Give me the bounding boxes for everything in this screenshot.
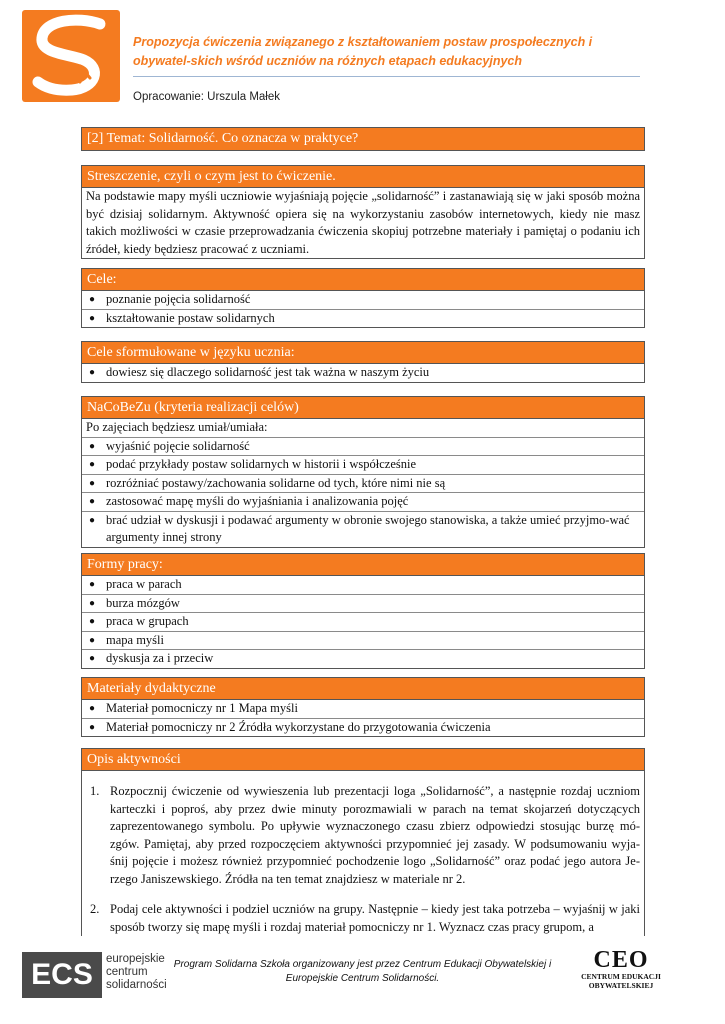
topic-title: [2] Temat: Solidarność. Co oznacza w praktyce? [82, 128, 644, 150]
forms-box [81, 553, 645, 669]
materials-box [81, 677, 645, 737]
materials-title: Materiały dydaktyczne [82, 678, 644, 700]
list-item: 2. Podaj cele aktywności i podziel uczniów na grupy. Następnie – kiedy jest taka potrzeba – wyjaśnij w jaki sposób tworzy się mapę myśli i rozdaj materiał pomocniczy nr 1. Wyznacz czas pracy grupom, a [90, 902, 640, 934]
goals-title: Cele: [82, 269, 644, 291]
list-item: ● kształtowanie postaw solidarnych [82, 309, 644, 328]
nacobezu-box [81, 396, 645, 548]
bullet-icon: ● [89, 459, 96, 470]
list-item: ● brać udział w dyskusji i podawać argumenty w obronie swojego stanowiska, a także umieć przyjmo-wać argumenty innej strony [82, 511, 644, 547]
student-goals-box [81, 341, 645, 383]
list-item: ● zastosować mapę myśli do wyjaśniania i analizowania pojęć [82, 492, 644, 511]
hands-s-logo-icon [22, 10, 120, 102]
list-item: 1. Rozpocznij ćwiczenie od wywieszenia lub prezentacji loga „Solidarność”, a następnie rozdaj uczniom karteczki i poproś, aby przez dwie minuty porozmawiali w parach na temat skojarzeń dotyczących zaprezentowanego symbolu. Po upływie wyznaczonego czasu zbierz odpowiedzi stosując burzę mó-zgów. Pamiętaj, aby przed rozpoczęciem aktywności przypomnieć jej zasady. W podsumowaniu wyja-śnij pojęcie i możesz również przypomnieć pochodzenie logo „Solidarność” oraz podać jego autora Je-rzego Janiszewskiego. Źródła na ten temat znajdziesz w materiale nr 2. [90, 784, 640, 886]
header-divider [133, 76, 640, 77]
bullet-icon: ● [89, 367, 96, 378]
list-item: ● Materiał pomocniczy nr 2 Źródła wykorzystane do przygotowania ćwiczenia [82, 718, 644, 737]
summary-title: Streszczenie, czyli o czym jest to ćwiczenie. [82, 166, 644, 188]
bullet-icon: ● [89, 440, 96, 452]
list-item: ● Materiał pomocniczy nr 1 Mapa myśli [82, 700, 644, 718]
bullet-icon: ● [89, 514, 96, 526]
list-item: ● burza mózgów [82, 594, 644, 613]
footer-note: Program Solidarna Szkoła organizowany jest przez Centrum Edukacji Obywatelskiej i Europejskie Centrum Solidarności. [173, 959, 552, 984]
activity-box [81, 748, 645, 936]
list-item: ● mapa myśli [82, 631, 644, 650]
document-header-title: Propozycja ćwiczenia związanego z kształtowaniem postaw prospołecznych i obywatel-skich wśród uczniów na różnych etapach edukacyjnych [133, 35, 593, 68]
bullet-icon: ● [89, 597, 96, 609]
goals-box [81, 268, 645, 328]
author-line: Opracowanie: Urszula Małek [133, 91, 281, 103]
ecs-logo-text: europejskie centrum solidarności [106, 953, 167, 991]
bullet-icon: ● [89, 477, 96, 489]
list-item: ● poznanie pojęcia solidarność [82, 291, 644, 309]
topic-box [81, 127, 645, 151]
bullet-icon: ● [89, 496, 96, 507]
bullet-icon: ● [89, 703, 96, 714]
forms-title: Formy pracy: [82, 554, 644, 576]
bullet-icon: ● [89, 616, 96, 627]
list-item: ● praca w grupach [82, 612, 644, 631]
bullet-icon: ● [89, 634, 96, 646]
bullet-icon: ● [89, 721, 96, 733]
nacobezu-intro: Po zajęciach będziesz umiał/umiała: [86, 420, 268, 434]
bullet-icon: ● [89, 294, 96, 305]
list-item: ● wyjaśnić pojęcie solidarność [82, 437, 644, 456]
ecs-logo: ECS [22, 952, 102, 998]
program-logo [22, 10, 120, 102]
summary-text: Na podstawie mapy myśli uczniowie wyjaśniają pojęcie „solidarność” i zastanawiają się w jaki sposób można być dzisiaj solidarnym. Aktywność opiera się na wykorzystaniu zasobów internetowych, kiedy nie masz takich możliwości w czasie przeprowadzania ćwiczenia skopiuj potrzebne materiały i pamiętaj o podaniu ich źródeł, kiedy będziesz pracować z uczniami. [86, 189, 640, 256]
bullet-icon: ● [89, 579, 96, 590]
ceo-logo: CEO CENTRUM EDUKACJI OBYWATELSKIEJ [581, 947, 661, 990]
student-goals-title: Cele sformułowane w języku ucznia: [82, 342, 644, 364]
nacobezu-title: NaCoBeZu (kryteria realizacji celów) [82, 397, 644, 419]
activity-title: Opis aktywności [82, 749, 644, 771]
bullet-icon: ● [89, 312, 96, 324]
list-item: ● podać przykłady postaw solidarnych w historii i współcześnie [82, 455, 644, 474]
list-item: ● dyskusja za i przeciw [82, 649, 644, 668]
summary-box [81, 165, 645, 259]
bullet-icon: ● [89, 653, 96, 664]
list-item: ● rozróżniać postawy/zachowania solidarne od tych, które nimi nie są [82, 474, 644, 493]
list-item: ● praca w parach [82, 576, 644, 594]
list-item: ● dowiesz się dlaczego solidarność jest tak ważna w naszym życiu [82, 364, 644, 382]
